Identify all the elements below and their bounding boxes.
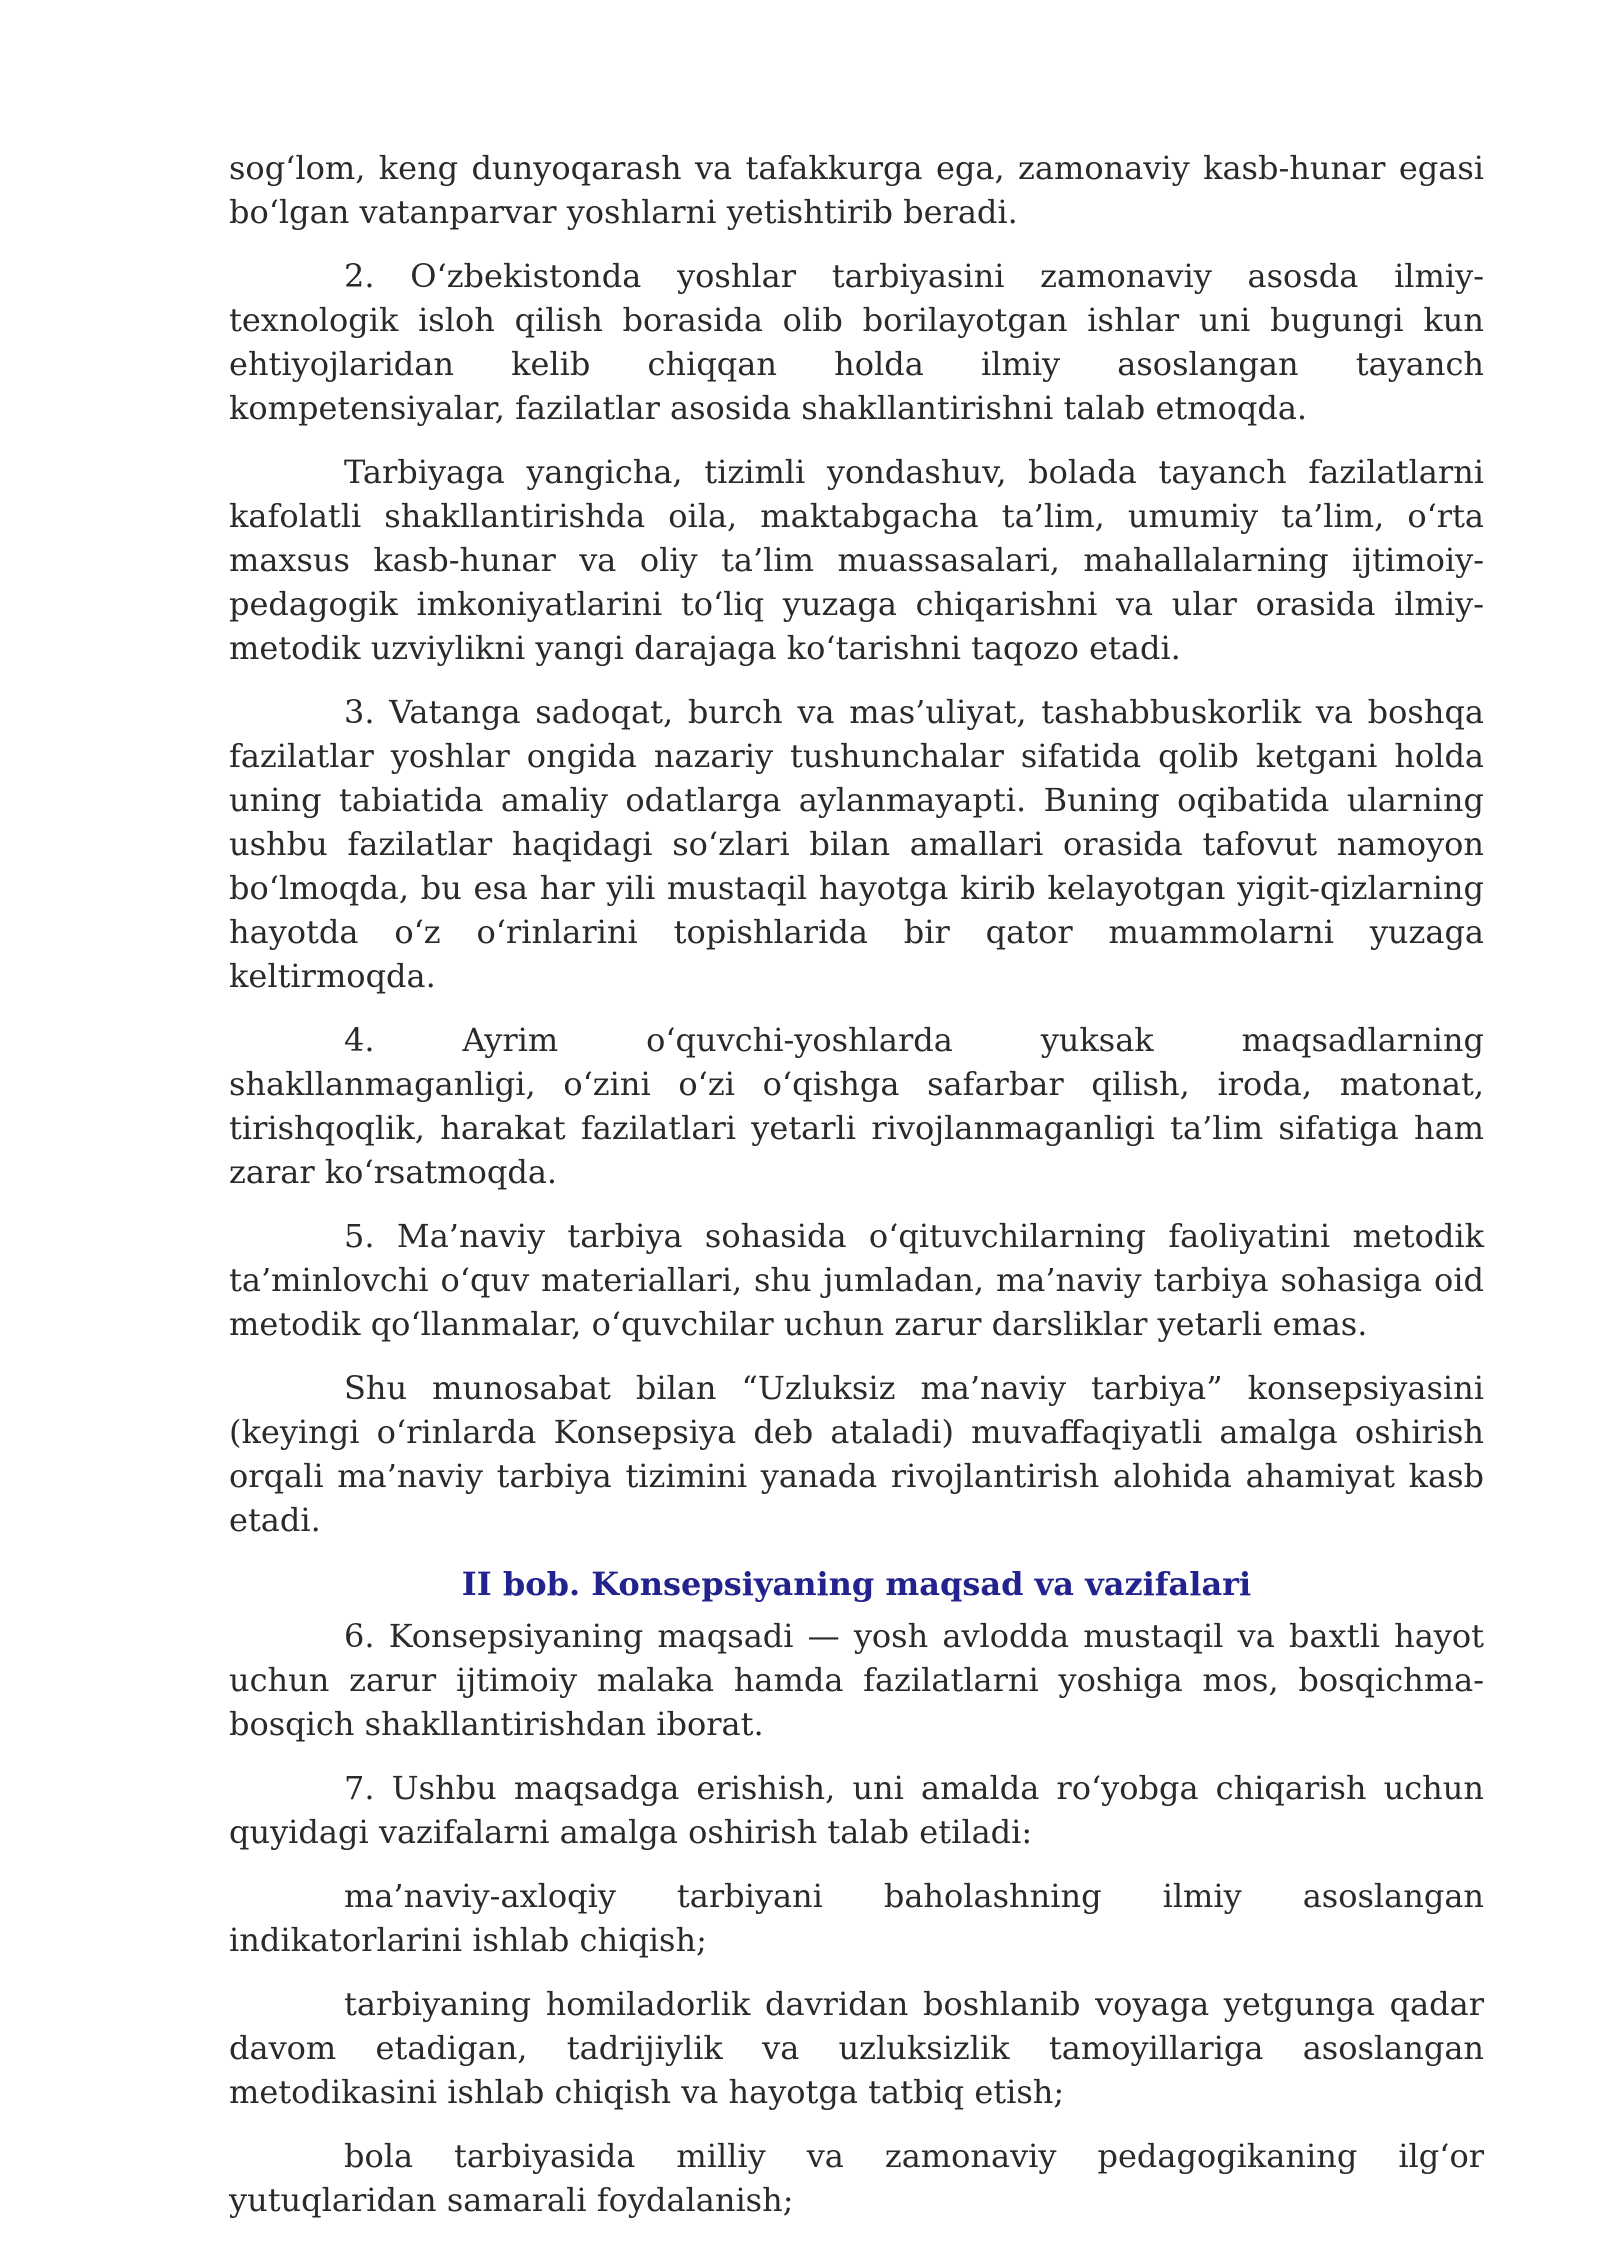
document-page [229, 146, 1484, 2242]
paragraph-continuation: sog‘lom, keng dunyoqarash va tafakkurga ega, zamonaviy kasb-hunar egasi bo‘lgan vatanparvar yoshlarni yetishtirib beradi. [229, 149, 1484, 231]
paragraph-item-5: 5. Ma’naviy tarbiya sohasida o‘qituvchilarning faoliyatini metodik ta’minlovchi o‘quv materiallari, shu jumladan, ma’naviy tarbiya sohasiga oid metodik qo‘llanmalar, o‘quvchilar uchun zarur darsliklar yetarli emas. [229, 1217, 1484, 1343]
paragraph-item-2: 2. O‘zbekistonda yoshlar tarbiyasini zamonaviy asosda ilmiy-texnologik isloh qilish borasida olib borilayotgan ishlar uni bugungi kun ehtiyojlaridan kelib chiqqan holda ilmiy asoslangan tayanch kompetensiyalar, fazilatlar asosida shakllantirishni talab etmoqda. [229, 257, 1484, 427]
paragraph-item-4: 4. Ayrim o‘quvchi-yoshlarda yuksak maqsadlarning shakllanmaganligi, o‘zini o‘zi o‘qishga safarbar qilish, iroda, matonat, tirishqoqlik, harakat fazilatlari yetarli rivojlanmaganligi ta’lim sifatiga ham zarar ko‘rsatmoqda. [229, 1021, 1484, 1191]
paragraph-item-6: 6. Konsepsiyaning maqsadi — yosh avlodda mustaqil va baxtli hayot uchun zarur ijtimoiy malaka hamda fazilatlarni yoshiga mos, bosqichma-bosqich shakllantirishdan iborat. [229, 1617, 1484, 1743]
chapter-heading: II bob. Konsepsiyaning maqsad va vazifalari [461, 1565, 1252, 1603]
paragraph-approach: Tarbiyaga yangicha, tizimli yondashuv, bolada tayanch fazilatlarni kafolatli shakllantirishda oila, maktabgacha ta’lim, umumiy ta’lim, o‘rta maxsus kasb-hunar va oliy ta’lim muassasalari, mahallalarning ijtimoiy-pedagogik imkoniyatlarini to‘liq yuzaga chiqarishni va ular orasida ilmiy-metodik uzviylikni yangi darajaga ko‘tarishni taqozo etadi. [229, 453, 1484, 667]
task-item-indicators: ma’naviy-axloqiy tarbiyani baholashning ilmiy asoslangan indikatorlarini ishlab chiqish; [229, 1877, 1484, 1959]
task-item-pedagogy: bola tarbiyasida milliy va zamonaviy pedagogikaning ilg‘or yutuqlaridan samarali foydalanish; [229, 2137, 1484, 2219]
paragraph-item-3: 3. Vatanga sadoqat, burch va mas’uliyat, tashabbuskorlik va boshqa fazilatlar yoshlar ongida nazariy tushunchalar sifatida qolib ketgani holda uning tabiatida amaliy odatlarga aylanmayapti. Buning oqibatida ularning ushbu fazilatlar haqidagi so‘zlari bilan amallari orasida tafovut namoyon bo‘lmoqda, bu esa har yili mustaqil hayotga kirib kelayotgan yigit-qizlarning hayotda o‘z o‘rinlarini topishlarida bir qator muammolarni yuzaga keltirmoqda. [229, 693, 1484, 995]
paragraph-item-7: 7. Ushbu maqsadga erishish, uni amalda ro‘yobga chiqarish uchun quyidagi vazifalarni amalga oshirish talab etiladi: [229, 1769, 1484, 1851]
task-item-methodology: tarbiyaning homiladorlik davridan boshlanib voyaga yetgunga qadar davom etadigan, tadrijiylik va uzluksizlik tamoyillariga asoslangan metodikasini ishlab chiqish va hayotga tatbiq etish; [229, 1985, 1484, 2111]
paragraph-conclusion: Shu munosabat bilan “Uzluksiz ma’naviy tarbiya” konsepsiyasini (keyingi o‘rinlarda Konsepsiya deb ataladi) muvaffaqiyatli amalga oshirish orqali ma’naviy tarbiya tizimini yanada rivojlantirish alohida ahamiyat kasb etadi. [229, 1369, 1484, 1539]
